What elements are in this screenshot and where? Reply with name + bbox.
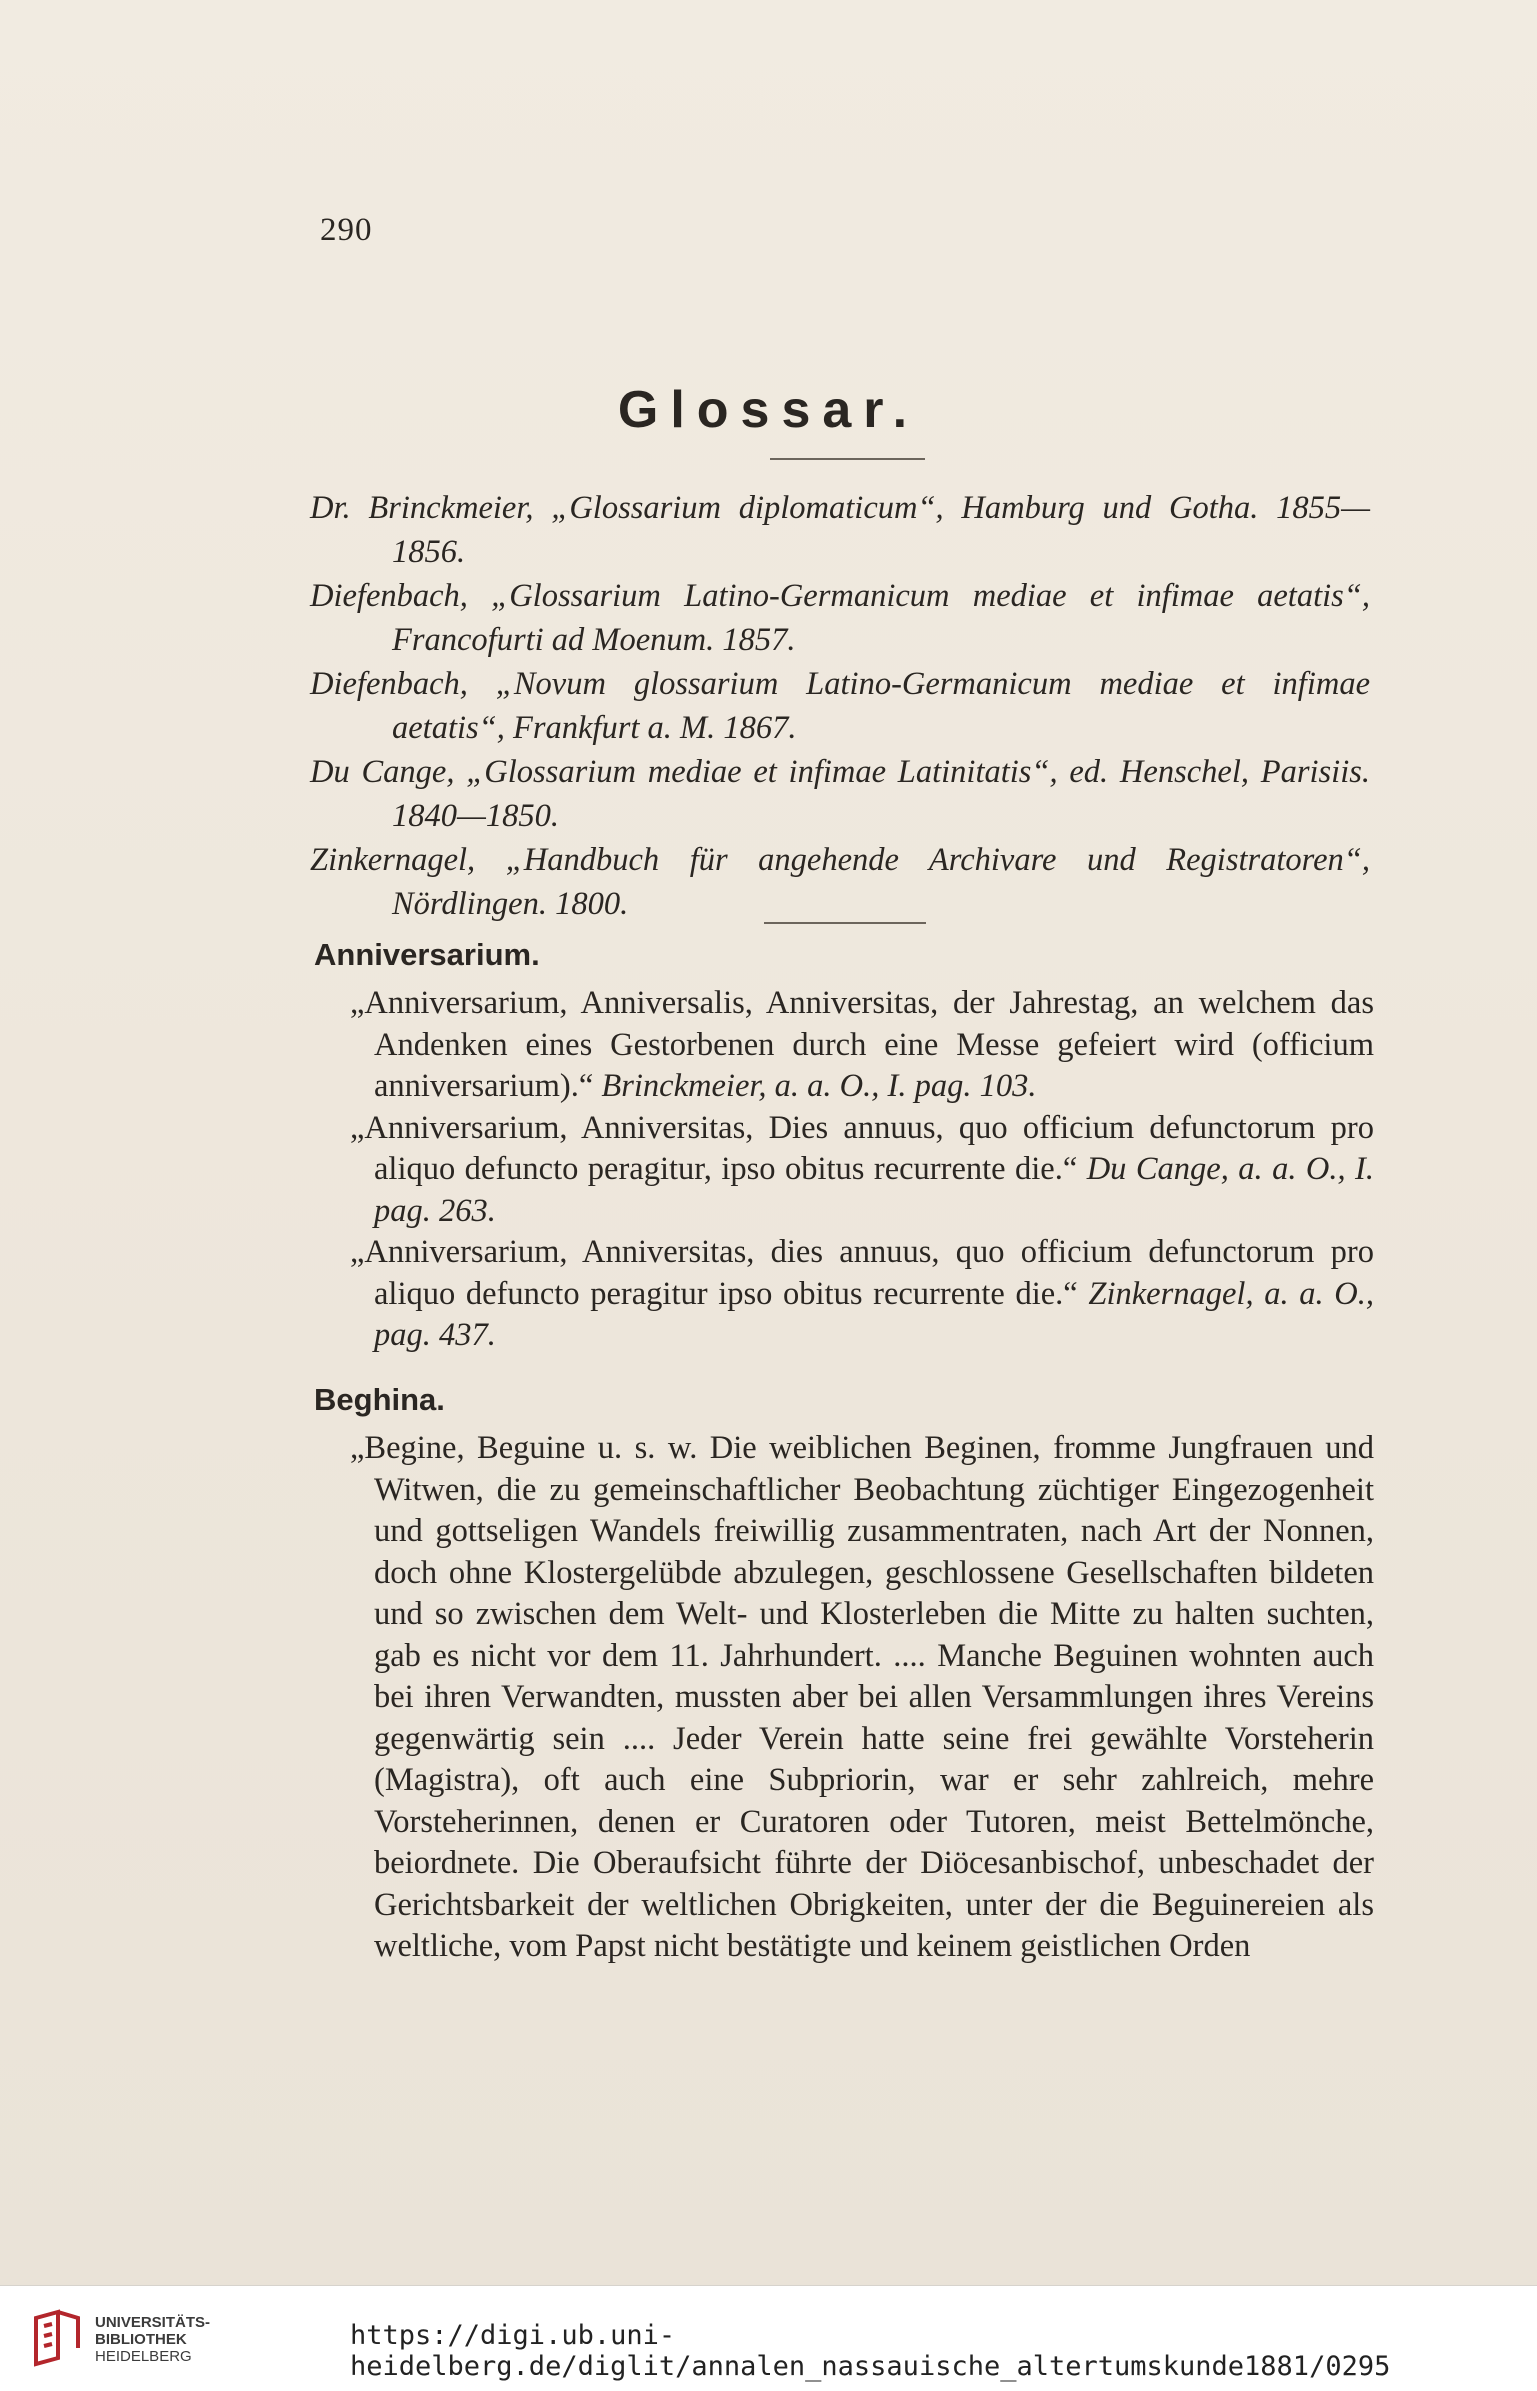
entry-heading: Beghina. xyxy=(314,1382,445,1417)
entry-beghina xyxy=(314,1380,1374,1968)
entry-paragraph xyxy=(314,1108,1374,1233)
quote-text: „Begine, Beguine u. s. w. Die weiblichen Beginen, fromme Jungfrauen und Witwen, die zu gemeinschaftlicher Beobachtung züchtiger Eingezogenheit und gottseligen Wandels freiwillig zusammentraten, nach Art der Nonnen, doch ohne Klostergelübde abzulegen, geschlossene Gesellschaften bildeten und so zwischen dem Welt- und Klosterleben die Mitte zu halten suchten, gab es nicht vor dem 11. Jahrhundert. .... Manche Beguinen wohnten auch bei ihren Verwandten, mussten aber bei allen Versammlungen ihres Vereins gegenwärtig sein .... Jeder Verein hatte seine frei gewählte Vorsteherin (Magistra), oft auch eine Subpriorin, war er sehr zahlreich, mehre Vorsteherinnen, denen er Curatoren oder Tutoren, meist Bettelmönche, beiordnete. Die Oberaufsicht führte der Diöcesanbischof, unbeschadet der Gerichtsbarkeit der weltlichen Obrigkeiten, unter der die Beguinereien als weltliche, vom Papst nicht bestätigte und keinem geistlichen Orden xyxy=(350,1430,1374,1964)
quote-text: „Anniversarium, Anniversitas, dies annuus, quo officium defunctorum pro aliquo defuncto peragitur ipso obitus recurrente die.“ xyxy=(350,1234,1374,1312)
quote-text: „Anniversarium, Anniversalis, Anniversitas, der Jahrestag, an welchem das Andenken eines Gestorbenen durch eine Messe gefeiert wird (officium anniversarium).“ xyxy=(350,985,1374,1104)
logo-line: UNIVERSITÄTS- xyxy=(95,2314,211,2331)
logo-line: HEIDELBERG xyxy=(95,2348,192,2365)
bibliography-entry: Diefenbach, „Glossarium Latino-Germanicum mediae et infimae aetatis“, Francofurti ad Moenum. 1857. xyxy=(310,578,1370,658)
logo-line: BIBLIOTHEK xyxy=(95,2331,187,2348)
citation: Du Cange, a. a. O., I. pag. 263. xyxy=(374,1151,1374,1229)
entry-paragraph xyxy=(314,983,1374,1108)
library-logo-text xyxy=(95,2314,210,2365)
entry-paragraph xyxy=(314,1232,1374,1357)
entry-anniversarium xyxy=(314,935,1374,1357)
page-number: 290 xyxy=(320,212,373,248)
page-title: Glossar. xyxy=(617,381,920,439)
bibliography-entry: Dr. Brinckmeier, „Glossarium diplomaticum“, Hamburg und Gotha. 1855—1856. xyxy=(310,490,1370,570)
section-divider xyxy=(764,922,926,924)
title-divider xyxy=(770,458,925,460)
bibliography-entry: Du Cange, „Glossarium mediae et infimae Latinitatis“, ed. Henschel, Parisiis. 1840—1850. xyxy=(310,754,1370,834)
bibliography-entry: Zinkernagel, „Handbuch für angehende Archivare und Registratoren“, Nördlingen. 1800. xyxy=(310,842,1370,922)
citation: Zinkernagel, a. a. O., pag. 437. xyxy=(374,1275,1375,1353)
citation: Brinckmeier, a. a. O., I. pag. 103. xyxy=(601,1068,1037,1104)
library-logo-icon xyxy=(28,2308,86,2368)
library-footer xyxy=(0,2285,1537,2391)
bibliography-list xyxy=(310,486,1370,926)
bibliography-entry: Diefenbach, „Novum glossarium Latino-Germanicum mediae et infimae aetatis“, Frankfurt a. M. 1867. xyxy=(310,666,1370,746)
permalink-url[interactable]: https://digi.ub.uni-heidelberg.de/diglit/annalen_nassauische_altertumskunde1881/0295 xyxy=(350,2320,1391,2382)
entry-paragraph xyxy=(314,1428,1374,1968)
entry-heading: Anniversarium. xyxy=(314,937,540,972)
quote-text: „Anniversarium, Anniversitas, Dies annuus, quo officium defunctorum pro aliquo defuncto peragitur, ipso obitus recurrente die.“ xyxy=(350,1109,1374,1187)
